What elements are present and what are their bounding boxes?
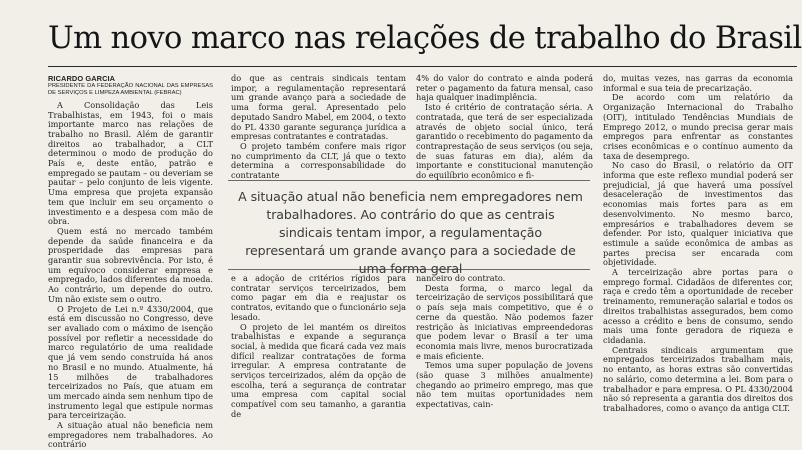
paragraph: A situação atual não beneficia nem empregadores nem trabalhadores. Ao contrário — [48, 420, 213, 450]
paragraph: Centrais sindicais argumentam que empregados terceirizados trabalham mais, no entanto, as horas extras são convertidas no salário, como determina a lei. Bom para o trabalhador e para empresa. O PL 4330/2004 não só representa a garantia dos direitos dos trabalhadores, como o avanço da antiga CLT. — [603, 344, 793, 413]
column-1 — [48, 74, 213, 450]
headline: Um novo marco nas relações de trabalho do Brasil — [48, 21, 802, 56]
column-3-lower — [416, 274, 593, 412]
column-4 — [603, 74, 793, 412]
paragraph: e a adoção de critérios rígidos para contratar serviços terceirizados, bem como pagar em dia e reajustar os contratos, evitando que o funcionário seja lesado. — [231, 273, 406, 322]
paragraph: 4% do valor do contrato e ainda poderá reter o pagamento da fatura mensal, caso haja qualquer inadimplência. — [416, 73, 593, 103]
paragraph: O projeto também confere mais rigor no cumprimento da CLT, já que o texto determina a corresponsabilidade do contratante — [231, 140, 406, 181]
paragraph: De acordo com um relatório da Organização Internacional do Trabalho (OIT), intitulado Tendências Mundiais de Emprego 2012, o mundo precisa gerar mais empregos para enfrentar as constantes crises econômicas e o contínuo aumento da taxa de desemprego. — [603, 92, 793, 161]
headline-rule — [48, 66, 797, 67]
paragraph: nanceiro do contrato. — [416, 273, 506, 283]
paragraph: do que as centrais sindicais tentam impor, a regulamentação representará um grande avanço para a sociedade de uma forma geral. Apresentado pelo deputado Sandro Mabel, em 2004, o texto do PL 4330 garante segurança jurídica a empresas contratantes e contratadas. — [231, 73, 406, 142]
paragraph: No caso do Brasil, o relatório da OIT informa que este reflexo mundial poderá ser prejudicial, já que haverá uma possível desaceleração de investimentos das economias mais fortes para as em desenvolvimento. No mesmo barco, empresários e trabalhadores devem se defender. Por isto, qualquer iniciativa que estimule a saúde econômica de ambas as partes precisa ser encarada com objetividade. — [603, 160, 793, 268]
pull-quote-text: A situação atual não beneficia nem empregadores nem trabalhadores. Ao contrário do que as centrais sindicais tentam impor, a regulamentação representará um grande avanço para a sociedade de uma forma geral — [238, 189, 583, 276]
pull-quote — [228, 180, 590, 276]
column-3-upper — [416, 73, 594, 181]
paragraph: Desta forma, o marco legal da terceirização de serviços possibilitará que o país seja mais competitivo, que é o cerne da questão. Não podemos fazer restrição às iniciativas empreendedoras que podem levar o Brasil a ter uma economia mais livre, menos burocratizada e mais eficiente. — [416, 282, 593, 361]
paragraph: Isto é critério de contratação séria. A contratada, que terá de ser especializada através de objeto social único, terá garantido o recebimento do pagamento da contraprestação de seus serviços (ou seja, de suas faturas em dia), além da importante e constitucional manutenção do equilíbrio econômico e fi- — [416, 102, 594, 181]
paragraph: do, muitas vezes, nas garras da economia informal e sua teia de precarização. — [603, 73, 793, 93]
paragraph: A terceirização abre portas para o emprego formal. Cidadãos de diferentes cor, raça e credo têm a oportunidade de receber treinamento, remuneração salarial e todos os direitos trabalhistas assegurados, bem como acesso a crédito e bens de consumo, sendo mais uma fonte geradora de riqueza e cidadania. — [603, 267, 793, 345]
column-2-lower — [231, 273, 406, 419]
author-role: PRESIDENTE DA FEDERAÇÃO NACIONAL DAS EMPRESAS DE SERVIÇOS E LIMPEZA AMBIENTAL (FEBRAC) — [48, 83, 213, 97]
paragraph: O projeto de lei mantém os direitos trabalhistas e expande a segurança social, à medida que ficará cada vez mais difícil realizar contratações de forma irregular. A empresa contratante de serviços terceirizados, além da opção de escolha, terá a segurança de contratar uma empresa com capital social compatível com seu tamanho, a garantia de — [231, 321, 406, 419]
author-name: RICARDO GARCIA — [48, 74, 116, 83]
paragraph: A Consolidação das Leis Trabalhistas, em 1943, foi o mais importante marco nas relações de trabalho no Brasil. Além de garantir direitos ao trabalhador, a CLT determinou o modo de produção do País e, deste então, patrão e empregado se pautam – ou deveriam se pautar – pelo conjunto de leis vigente. Uma empresa que projeta expansão tem que incluir em seu orçamento o investimento e a despesa com mão de obra. — [48, 99, 213, 227]
paragraph: Quem está no mercado também depende da saúde financeira e da prosperidade das empresas para garantir sua sobrevivência. Por isto, é um equívoco considerar empresa e empregado, lados diferentes da moeda. Ao contrário, um depende do outro. Um não existe sem o outro. — [48, 225, 213, 304]
paragraph: O Projeto de Lei n.º 4330/2004, que está em discussão no Congresso, deve ser avaliado com o máximo de isenção possível por refletir a necessidade do marco regulatório de uma realidade que já vem sendo construída há anos no Brasil e no mundo. Atualmente, há 15 milhões de trabalhadores terceirizados no País, que atuam em um mercado ainda sem nenhum tipo de instrumento legal que estipule normas para terceirização. — [48, 303, 213, 421]
paragraph: Temos uma super população de jovens (são quase 3 milhões anualmente) chegando ao primeiro emprego, mas que não tem muitas oportunidades nem expectativas, cain- — [416, 360, 593, 410]
column-2-upper — [231, 73, 406, 181]
